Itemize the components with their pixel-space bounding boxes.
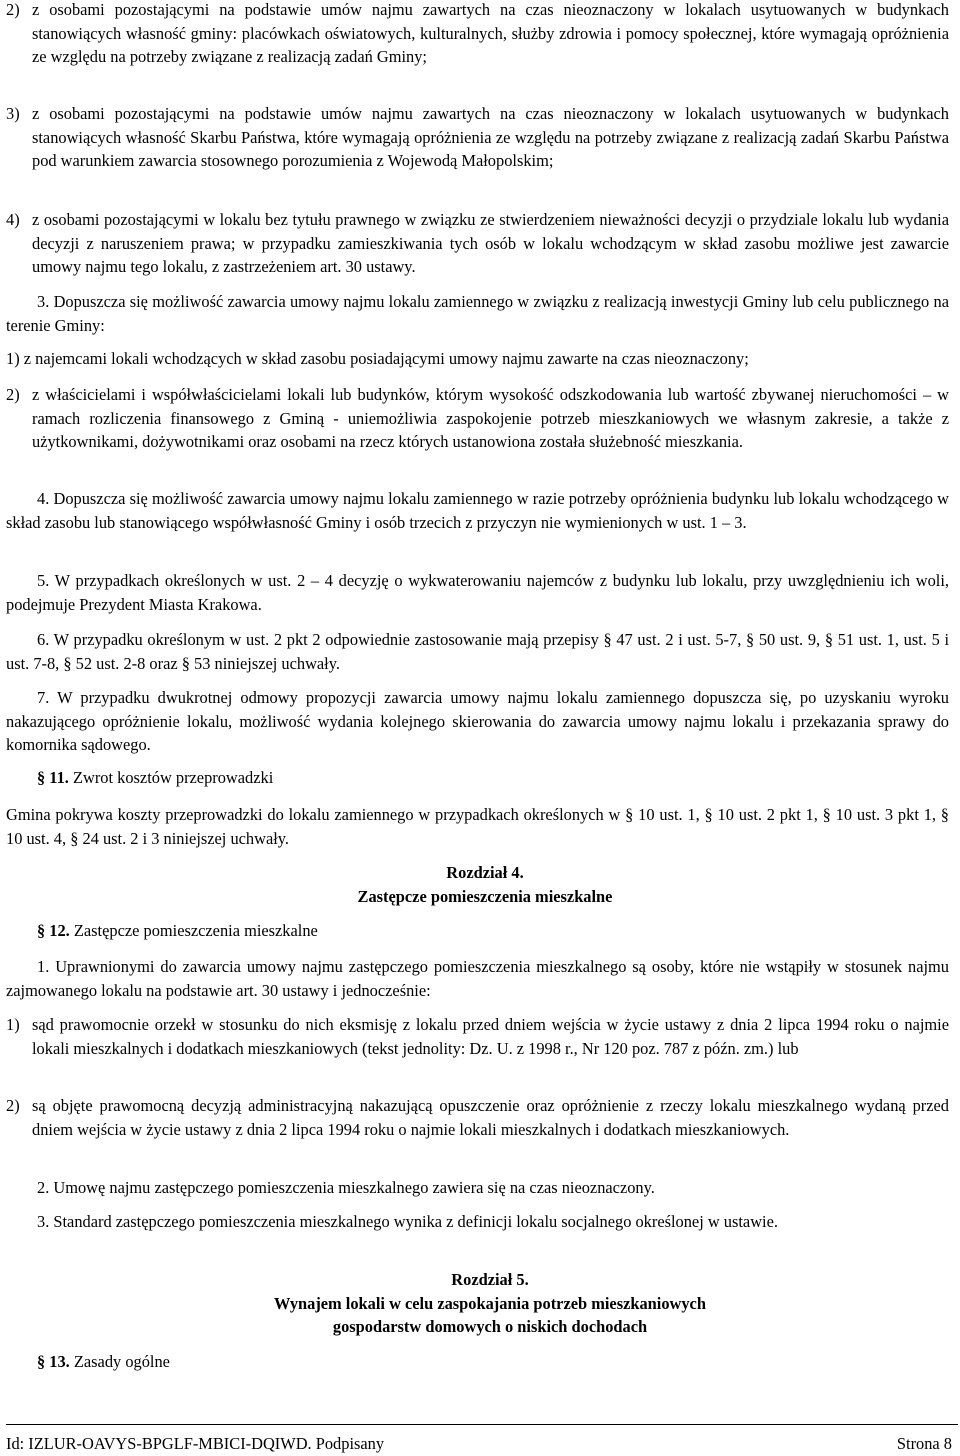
section-12-paragraph-2: 2. Umowę najmu zastępczego pomieszczenia mieszkalnego zawiera się na czas nieoznaczony.: [37, 1178, 655, 1197]
section-11-heading: [37, 766, 273, 790]
section-12-item-2: [6, 1094, 949, 1141]
section-sign: § 12.: [37, 921, 70, 940]
section-sign: § 13.: [37, 1352, 70, 1371]
section-title: Zasady ogólne: [73, 1352, 170, 1371]
footer-divider: [6, 1424, 958, 1425]
list-item-2: [6, 0, 949, 69]
section-12-paragraph-3: 3. Standard zastępczego pomieszczenia mieszkalnego wynika z definicji lokalu socjalnego określonej w ustawie.: [37, 1212, 778, 1231]
footer-document-id: Id: IZLUR-OAVYS-BPGLF-MBICI-DQIWD. Podpisany: [6, 1434, 385, 1453]
paragraph-3-item-1: [6, 347, 949, 371]
section-sign: § 11.: [37, 768, 69, 787]
section-12-item-1: [6, 1013, 949, 1060]
list-number: 1): [6, 349, 20, 368]
list-text: z najemcami lokali wchodzących w skład zasobu posiadającymi umowy najmu zawarte na czas nieoznaczony;: [23, 349, 749, 368]
paragraph-6: 6. W przypadku określonym w ust. 2 pkt 2 odpowiednie zastosowanie mają przepisy § 47 ust. 2 i ust. 5-7, § 50 ust. 9, § 51 ust. 1, ust. 5 i ust. 7-8, § 52 ust. 2-8 oraz § 53 niniejszej uchwały.: [6, 630, 949, 673]
chapter-label: Rozdział 5.: [451, 1270, 529, 1289]
footer-page-number: Strona 8: [896, 1434, 952, 1453]
list-text: są objęte prawomocną decyzją administracyjną nakazującą opuszczenie oraz opróżnienie z rzeczy lokalu mieszkalnego wydaną przed dniem wejścia w życie ustawy z dnia 2 lipca 1994 roku o najmie lokali mieszkalnych i dodatkach mieszkaniowych.: [32, 1096, 949, 1139]
list-number: 4): [6, 210, 20, 229]
chapter-label: Rozdział 4.: [446, 863, 524, 882]
list-item-4: [6, 208, 949, 279]
section-title: Zwrot kosztów przeprowadzki: [73, 768, 274, 787]
paragraph-7: 7. W przypadku dwukrotnej odmowy propozycji zawarcia umowy najmu lokalu zamiennego dopuszcza się, po uzyskaniu wyroku nakazującego opróżnienie lokalu, możliwość wydania kolejnego skierowania do zawarcia umowy najmu lokalu i przekazania sprawy do komornika sądowego.: [6, 688, 949, 755]
list-text: z osobami pozostającymi na podstawie umów najmu zawartych na czas nieoznaczony w lokalach usytuowanych w budynkach stanowiących własność gminy: placówkach oświatowych, kulturalnych, służby zdrowia i pomocy społecznej, które wymagają opróżnienia ze względu na potrzeby związane z realizacją zadań Gminy;: [32, 0, 949, 67]
paragraph-3-item-2: [6, 383, 949, 454]
section-12-heading: [37, 919, 318, 943]
list-number: 2): [6, 1096, 20, 1115]
paragraph-5: 5. W przypadkach określonych w ust. 2 – 4 decyzję o wykwaterowaniu najemców z budynku lub lokalu, przy uwzględnieniu ich woli, podejmuje Prezydent Miasta Krakowa.: [6, 571, 949, 614]
list-item-3: [6, 102, 949, 173]
chapter-title-line-1: Wynajem lokali w celu zaspokajania potrzeb mieszkaniowych: [274, 1293, 706, 1313]
chapter-5-heading: [160, 1268, 820, 1339]
section-title: Zastępcze pomieszczenia mieszkalne: [73, 921, 318, 940]
list-number: 1): [6, 1015, 20, 1034]
list-number: 2): [6, 385, 20, 404]
section-12-paragraph-1: 1. Uprawnionymi do zawarcia umowy najmu zastępczego pomieszczenia mieszkalnego są osoby, które nie wstąpiły w stosunek najmu zajmowanego lokalu na podstawie art. 30 ustawy i jednocześnie:: [6, 957, 949, 1000]
paragraph-3: 3. Dopuszcza się możliwość zawarcia umowy najmu lokalu zamiennego w związku z realizacją inwestycji Gminy lub celu publicznego na terenie Gminy:: [6, 292, 949, 335]
list-text: z osobami pozostającymi w lokalu bez tytułu prawnego w związku ze stwierdzeniem nieważności decyzji o przydziale lokalu lub wydania decyzji z naruszeniem prawa; w przypadku zamieszkiwania tych osób w lokalu wchodzącym w skład zasobu możliwe jest zawarcie umowy najmu tego lokalu, z zastrzeżeniem art. 30 ustawy.: [32, 210, 949, 277]
list-number: 3): [6, 104, 20, 123]
list-text: z właścicielami i współwłaścicielami lokali lub budynków, którym wysokość odszkodowania lub wartość zbywanej nieruchomości – w ramach rozliczenia finansowego z Gminą - uniemożliwia zaspokojenie potrzeb mieszkaniowych we własnym zakresie, a także z użytkownikami, dożywotnikami oraz osobami na rzecz których ustanowiona została służebność mieszkania.: [32, 385, 949, 452]
list-text: sąd prawomocnie orzekł w stosunku do nich eksmisję z lokalu przed dniem wejścia w życie ustawy z dnia 2 lipca 1994 roku o najmie lokali mieszkalnych i dodatkach mieszkaniowych (tekst jednolity: Dz. U. z 1998 r., Nr 120 poz. 787 z późn. zm.) lub: [32, 1015, 949, 1058]
chapter-title-line-2: gospodarstw domowych o niskich dochodach: [332, 1317, 648, 1337]
chapter-4-heading: [300, 861, 670, 908]
section-13-heading: [37, 1350, 170, 1374]
list-number: 2): [6, 0, 20, 19]
paragraph-4: 4. Dopuszcza się możliwość zawarcia umowy najmu lokalu zamiennego w razie potrzeby opróżnienia budynku lub lokalu wchodzącego w skład zasobu lub stanowiącego współwłasność Gminy i osób trzecich z przyczyn nie wymienionych w ust. 1 – 3.: [6, 489, 949, 532]
list-text: z osobami pozostającymi na podstawie umów najmu zawartych na czas nieoznaczony w lokalach usytuowanych w budynkach stanowiących własność Skarbu Państwa, które wymagają opróżnienia ze względu na potrzeby związane z realizacją zadań Skarbu Państwa pod warunkiem zawarcia stosownego porozumienia z Wojewodą Małopolskim;: [32, 104, 949, 171]
chapter-title: Zastępcze pomieszczenia mieszkalne: [357, 886, 613, 906]
section-11-text: Gmina pokrywa koszty przeprowadzki do lokalu zamiennego w przypadkach określonych w § 10 ust. 1, § 10 ust. 2 pkt 1, § 10 ust. 3 pkt 1, § 10 ust. 4, § 24 ust. 2 i 3 niniejszej uchwały.: [6, 805, 949, 848]
